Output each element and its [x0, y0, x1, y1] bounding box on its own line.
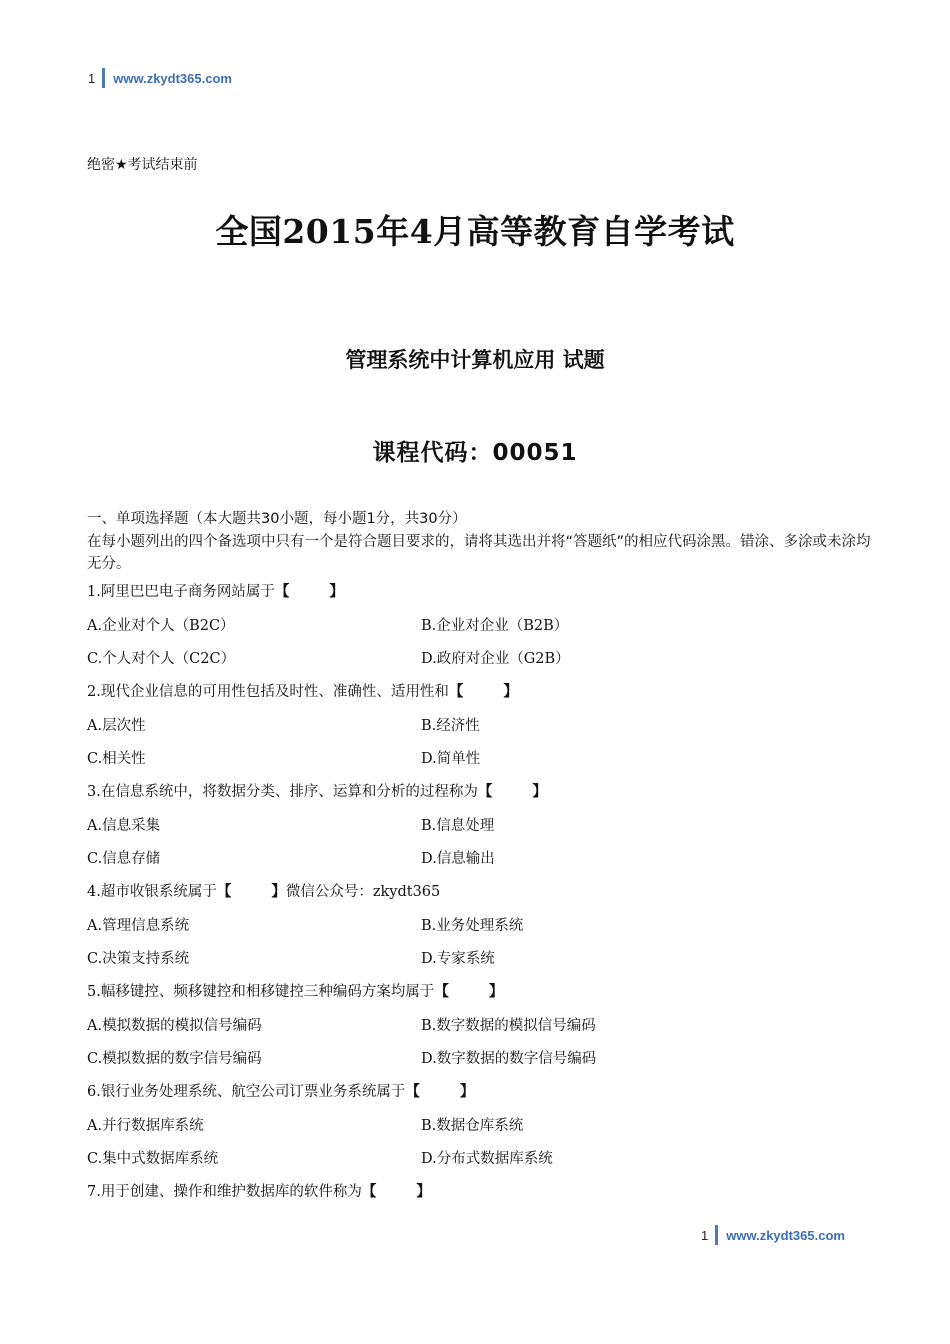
answer-bracket-open: 【: [361, 1184, 377, 1200]
wechat-note: 微信公众号：zkydt365: [285, 884, 441, 900]
option-d: D.分布式数据库系统: [421, 1151, 553, 1167]
answer-bracket-open: 【: [477, 784, 493, 800]
option-c: C.决策支持系统: [87, 951, 190, 967]
option-d: D.信息输出: [421, 851, 495, 867]
answer-bracket-close: 】: [503, 684, 518, 700]
option-b: B.经济性: [421, 718, 480, 734]
option-b: B.数据仓库系统: [421, 1118, 524, 1134]
option-d: D.专家系统: [421, 951, 495, 967]
option-c: C.个人对个人（C2C）: [87, 651, 236, 667]
option-d: D.数字数据的数字信号编码: [421, 1051, 597, 1067]
option-c: C.信息存储: [87, 851, 161, 867]
question-stem: 3.在信息系统中，将数据分类、排序、运算和分析的过程称为: [87, 784, 478, 800]
question-stem: 1.阿里巴巴电子商务网站属于: [87, 584, 275, 600]
option-b: B.企业对企业（B2B）: [421, 618, 569, 634]
option-a: A.层次性: [87, 718, 146, 734]
question-1: [87, 580, 344, 601]
header-divider: [102, 68, 105, 88]
section-instruction: 在每小题列出的四个备选项中只有一个是符合题目要求的，请将其选出并将“答题纸”的相应代码涂黑。错涂、多涂或未涂均无分。: [87, 534, 871, 572]
question-2: [87, 680, 518, 701]
option-a: A.管理信息系统: [87, 918, 190, 934]
answer-bracket-open: 【: [274, 584, 290, 600]
exam-subtitle: 管理系统中计算机应用 试题: [345, 348, 605, 372]
answer-bracket-close: 】: [329, 584, 344, 600]
page-header: [88, 68, 232, 88]
secret-label: 绝密★考试结束前: [87, 157, 198, 173]
footer-divider: [715, 1225, 718, 1245]
question-stem: 5.幅移键控、频移键控和相移键控三种编码方案均属于: [87, 984, 435, 1000]
header-page-number: 1: [88, 70, 96, 86]
footer-page-number: 1: [701, 1227, 709, 1243]
answer-bracket-close: 】: [271, 884, 286, 900]
option-a: A.信息采集: [87, 818, 161, 834]
page-footer: [701, 1225, 845, 1245]
question-stem: 4.超市收银系统属于: [87, 884, 217, 900]
question-5: [87, 980, 503, 1001]
option-c: C.相关性: [87, 751, 146, 767]
footer-url[interactable]: www.zkydt365.com: [726, 1227, 845, 1243]
question-3: [87, 780, 547, 801]
option-a: A.模拟数据的模拟信号编码: [87, 1018, 262, 1034]
question-stem: 2.现代企业信息的可用性包括及时性、准确性、适用性和: [87, 684, 449, 700]
answer-bracket-close: 】: [532, 784, 547, 800]
question-4: [87, 880, 440, 901]
question-7: [87, 1180, 431, 1201]
answer-bracket-open: 【: [448, 684, 464, 700]
option-c: C.模拟数据的数字信号编码: [87, 1051, 262, 1067]
answer-bracket-close: 】: [488, 984, 504, 1000]
option-a: A.企业对个人（B2C）: [87, 618, 235, 634]
course-code: 课程代码：00051: [372, 440, 578, 466]
option-d: D.政府对企业（G2B）: [421, 651, 570, 667]
answer-bracket-open: 【: [216, 884, 232, 900]
answer-bracket-close: 】: [459, 1084, 475, 1100]
answer-bracket-open: 【: [434, 984, 449, 1000]
question-6: [87, 1080, 474, 1101]
option-b: B.数字数据的模拟信号编码: [421, 1018, 596, 1034]
question-stem: 6.银行业务处理系统、航空公司订票业务系统属于: [87, 1084, 406, 1100]
section-heading: 一、单项选择题（本大题共30小题，每小题1分，共30分）: [87, 511, 467, 527]
option-b: B.业务处理系统: [421, 918, 524, 934]
question-stem: 7.用于创建、操作和维护数据库的软件称为: [87, 1184, 362, 1200]
exam-title: 全国2015年4月高等教育自学考试: [215, 212, 735, 251]
option-a: A.并行数据库系统: [87, 1118, 204, 1134]
option-b: B.信息处理: [421, 818, 495, 834]
header-url[interactable]: www.zkydt365.com: [113, 70, 232, 86]
answer-bracket-close: 】: [416, 1184, 431, 1200]
option-c: C.集中式数据库系统: [87, 1151, 219, 1167]
answer-bracket-open: 【: [405, 1084, 420, 1100]
option-d: D.简单性: [421, 751, 481, 767]
